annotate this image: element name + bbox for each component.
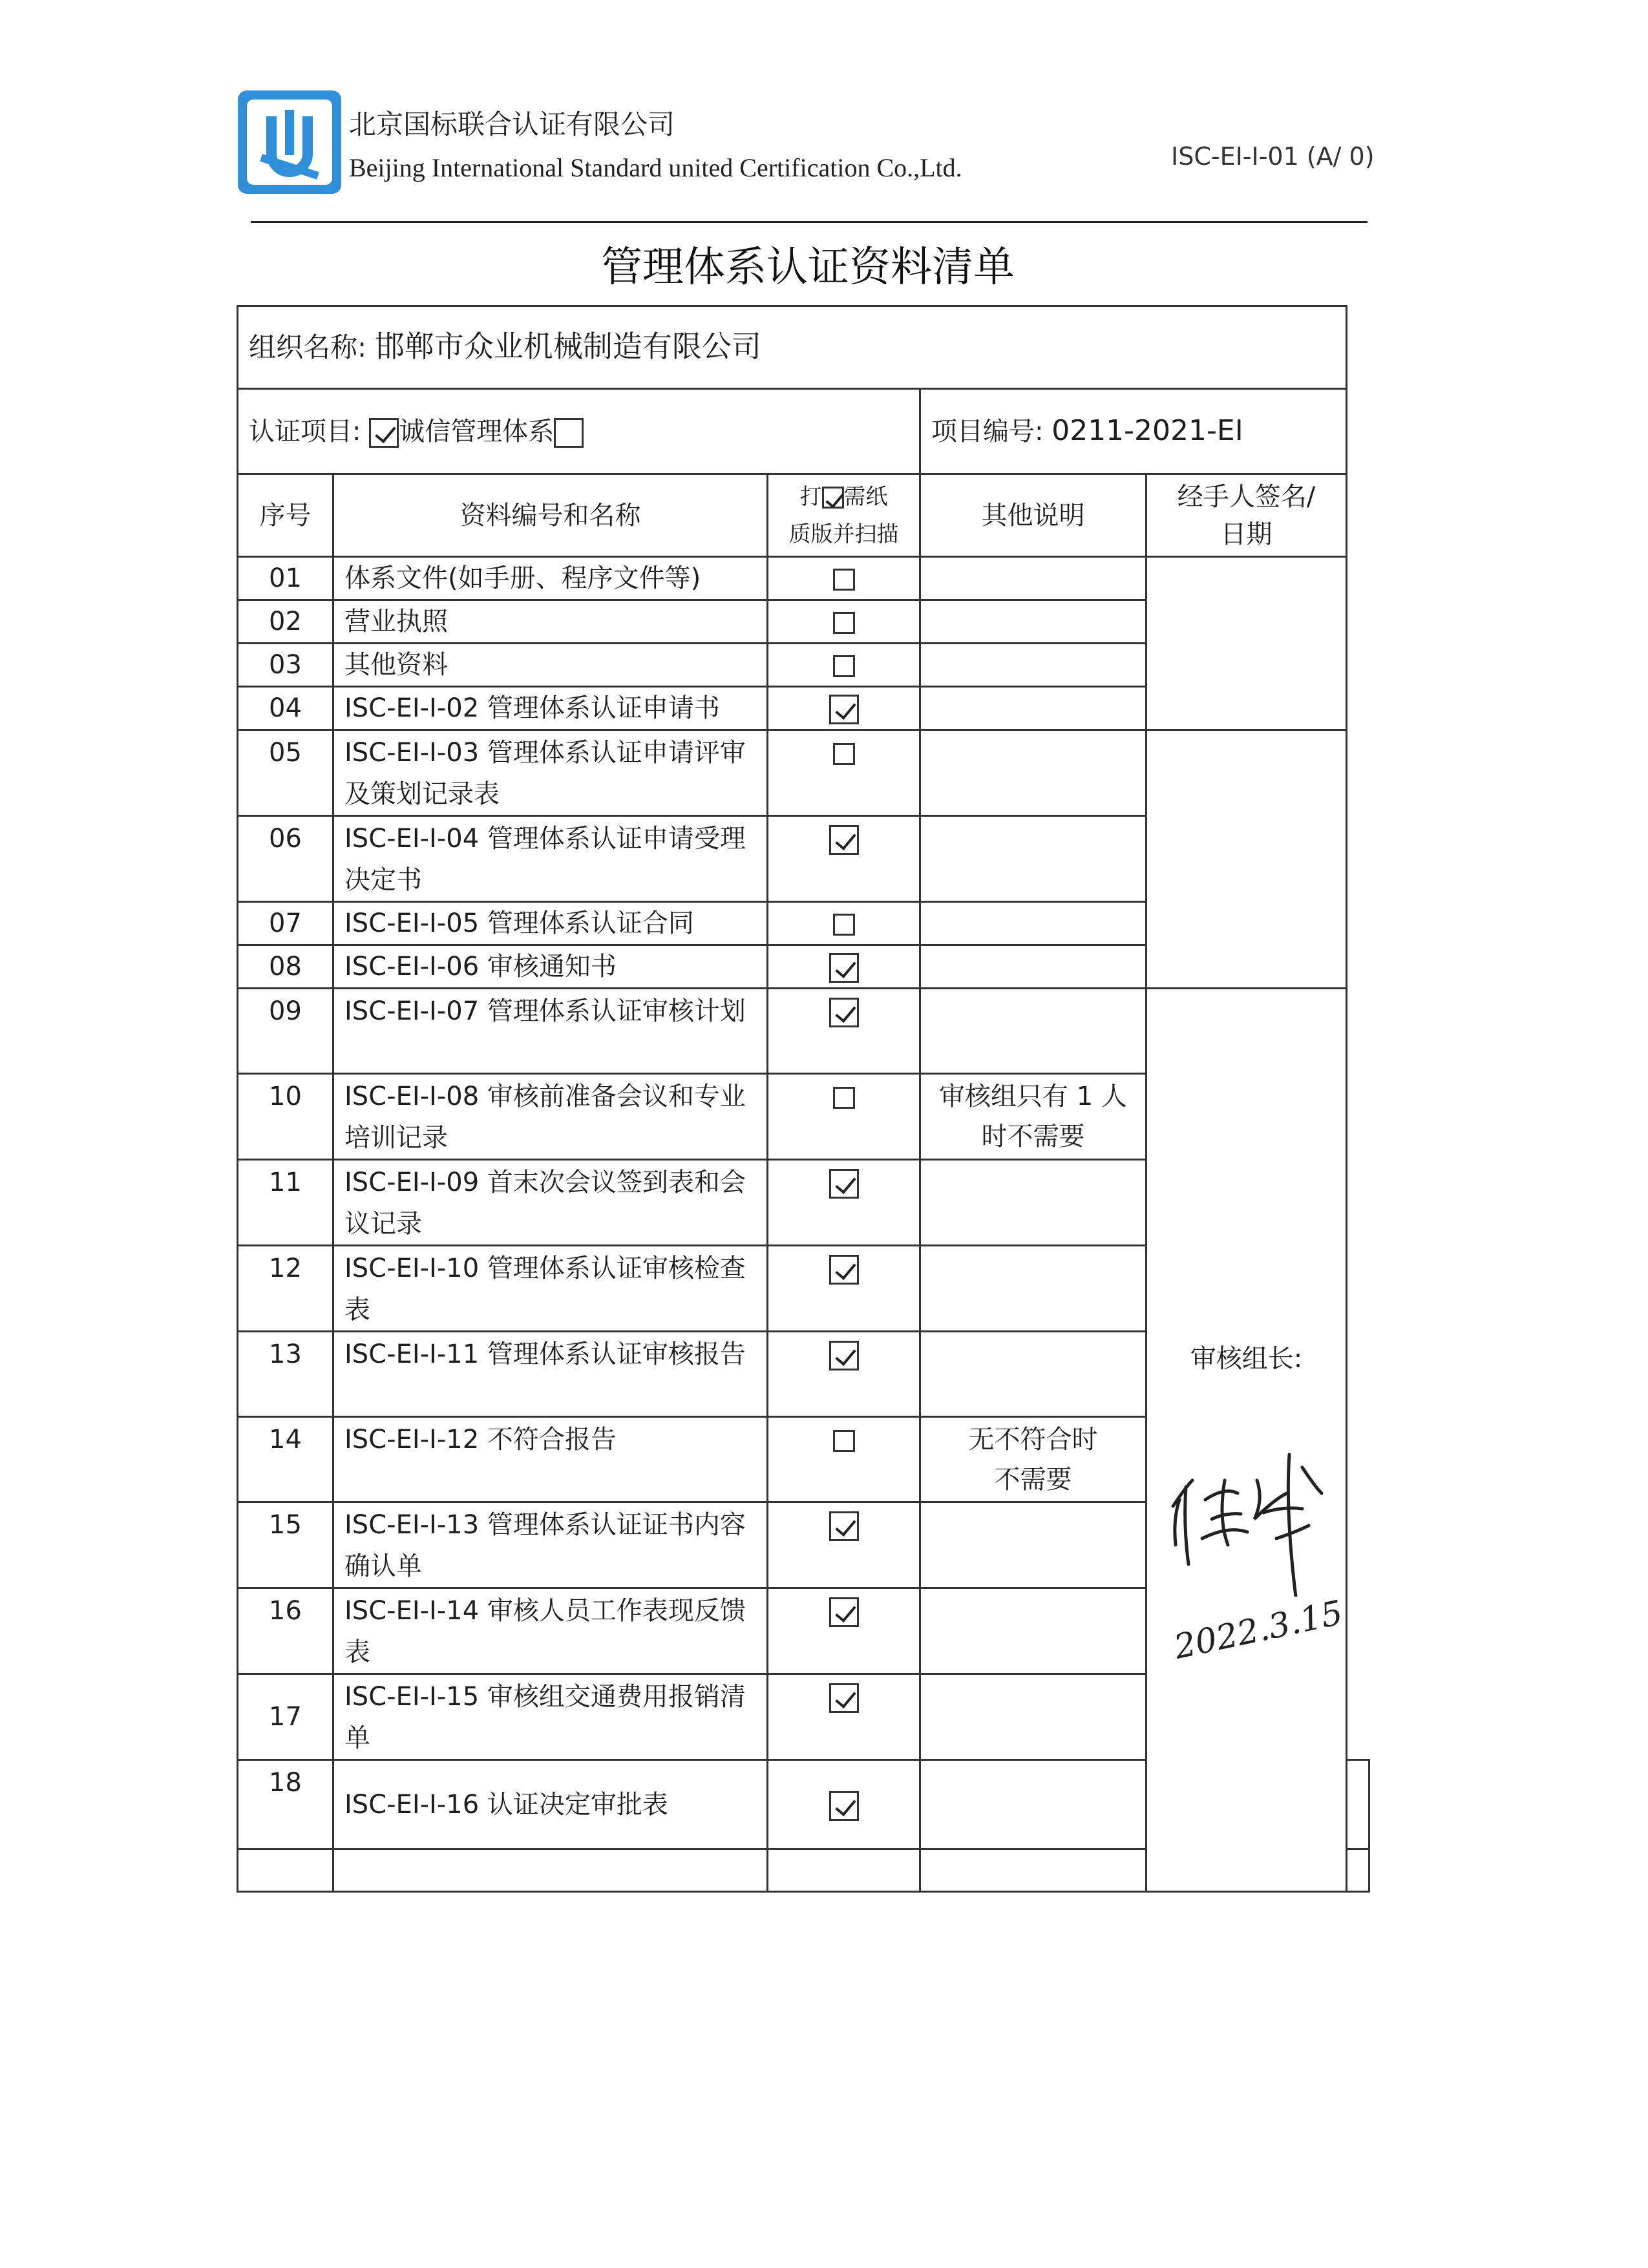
row-note <box>920 600 1146 644</box>
row-checkbox[interactable] <box>833 1087 855 1109</box>
row-note <box>920 1160 1146 1246</box>
leader-label: 审核组长: <box>1190 1344 1303 1374</box>
row-checkbox[interactable] <box>829 1341 859 1370</box>
row-note <box>920 1674 1146 1760</box>
row-note <box>920 644 1146 687</box>
row-no: 11 <box>238 1160 333 1246</box>
row-no: 07 <box>238 902 333 945</box>
project-option2-checkbox[interactable] <box>554 418 584 448</box>
table-row <box>238 730 1369 816</box>
row-note <box>920 1246 1146 1332</box>
company-name-cn: 北京国标联合认证有限公司 <box>349 109 675 140</box>
row-no: 03 <box>238 644 333 687</box>
row-checkbox[interactable] <box>829 998 859 1027</box>
row-no: 12 <box>238 1246 333 1332</box>
row-checkbox[interactable] <box>829 953 859 983</box>
row-name: ISC-EI-I-03 管理体系认证申请评审及策划记录表 <box>333 730 768 816</box>
row-no: 17 <box>238 1674 333 1760</box>
row-note <box>920 945 1146 989</box>
col-check <box>768 474 920 557</box>
project-number-label: 项目编号: <box>931 417 1044 446</box>
table-row <box>238 557 1369 600</box>
row-no: 05 <box>238 730 333 816</box>
org-name: 邯郸市众业机械制造有限公司 <box>374 329 761 364</box>
project-option1-checkbox[interactable] <box>369 418 399 448</box>
handwritten-signature <box>1160 1442 1347 1597</box>
col-check-icon <box>822 487 844 509</box>
row-name: ISC-EI-I-16 认证决定审批表 <box>333 1760 768 1849</box>
col-sign <box>1146 474 1347 557</box>
project-option1-label: 诚信管理体系 <box>399 416 555 446</box>
row-name: ISC-EI-I-06 审核通知书 <box>333 945 768 989</box>
company-logo <box>238 90 341 194</box>
row-name: ISC-EI-I-02 管理体系认证申请书 <box>333 687 768 730</box>
col-name: 资料编号和名称 <box>333 474 768 557</box>
company-name-en: Beijing International Standard united Certification Co.,Ltd. <box>349 153 962 182</box>
row-no: 02 <box>238 600 333 644</box>
row-note <box>920 1502 1146 1588</box>
row-name: ISC-EI-I-11 管理体系认证审核报告 <box>333 1332 768 1417</box>
row-checkbox[interactable] <box>833 569 855 591</box>
col-check-a: 打 <box>799 483 822 510</box>
row-note <box>920 687 1146 730</box>
column-header-row <box>238 474 1369 557</box>
project-label: 认证项目: <box>249 416 361 446</box>
signoff-date: 2022.3.15 <box>1170 1593 1347 1667</box>
row-no: 01 <box>238 557 333 600</box>
row-checkbox[interactable] <box>833 655 855 677</box>
row-checkbox[interactable] <box>829 1791 859 1821</box>
document-title: 管理体系认证资料清单 <box>601 244 1015 291</box>
row-name: ISC-EI-I-05 管理体系认证合同 <box>333 902 768 945</box>
row-no: 04 <box>238 687 333 730</box>
row-name: ISC-EI-I-08 审核前准备会议和专业培训记录 <box>333 1074 768 1160</box>
project-number-cell <box>920 389 1347 474</box>
row-note <box>920 557 1146 600</box>
row-name: ISC-EI-I-15 审核组交通费用报销清单 <box>333 1674 768 1760</box>
org-label: 组织名称: <box>249 331 367 363</box>
row-checkbox[interactable] <box>829 1169 859 1199</box>
project-cell <box>238 389 920 474</box>
row-checkbox[interactable] <box>829 1597 859 1627</box>
org-row <box>238 306 1369 389</box>
row-no: 09 <box>238 989 333 1074</box>
row-name: ISC-EI-I-09 首末次会议签到表和会议记录 <box>333 1160 768 1246</box>
row-note <box>920 816 1146 902</box>
col-check-b: 需纸 <box>843 483 888 510</box>
row-note <box>920 902 1146 945</box>
row-no: 16 <box>238 1588 333 1674</box>
row-name: ISC-EI-I-04 管理体系认证申请受理决定书 <box>333 816 768 902</box>
row-checkbox[interactable] <box>829 1683 859 1713</box>
row-name: 其他资料 <box>333 644 768 687</box>
org-cell <box>238 306 1347 389</box>
header-divider <box>251 221 1368 223</box>
row-checkbox[interactable] <box>829 825 859 855</box>
checklist-table <box>237 305 1370 1893</box>
row-no: 10 <box>238 1074 333 1160</box>
row-note <box>920 1332 1146 1417</box>
row-name: ISC-EI-I-12 不符合报告 <box>333 1417 768 1502</box>
table-row <box>238 989 1369 1074</box>
project-row <box>238 389 1369 474</box>
row-checkbox[interactable] <box>833 1430 855 1452</box>
col-note: 其他说明 <box>920 474 1146 557</box>
row-note <box>920 730 1146 816</box>
row-checkbox[interactable] <box>833 743 855 765</box>
row-no: 13 <box>238 1332 333 1417</box>
sign-cell-2 <box>1146 730 1347 989</box>
row-note: 无不符合时不需要 <box>920 1417 1146 1502</box>
col-sign-b: 日期 <box>1220 519 1273 549</box>
row-no: 08 <box>238 945 333 989</box>
row-checkbox[interactable] <box>833 612 855 634</box>
row-checkbox[interactable] <box>829 1255 859 1285</box>
row-name: ISC-EI-I-13 管理体系认证证书内容确认单 <box>333 1502 768 1588</box>
row-no: 18 <box>238 1760 333 1849</box>
row-note <box>920 989 1146 1074</box>
project-number: 0211-2021-EI <box>1051 414 1243 447</box>
row-no: 14 <box>238 1417 333 1502</box>
sign-cell-3 <box>1146 989 1347 1892</box>
col-sign-a: 经手人签名/ <box>1177 481 1316 512</box>
row-name: ISC-EI-I-10 管理体系认证审核检查表 <box>333 1246 768 1332</box>
col-check-c: 质版并扫描 <box>788 521 899 547</box>
sign-cell-1 <box>1146 557 1347 730</box>
col-seq: 序号 <box>238 474 333 557</box>
row-no: 06 <box>238 816 333 902</box>
document-code: ISC-EI-I-01 (A/ 0) <box>1171 142 1375 171</box>
row-note <box>920 1588 1146 1674</box>
row-no: 15 <box>238 1502 333 1588</box>
row-checkbox[interactable] <box>829 1511 859 1541</box>
row-note <box>920 1760 1146 1849</box>
signoff-area <box>1147 989 1346 1753</box>
row-name: ISC-EI-I-07 管理体系认证审核计划 <box>333 989 768 1074</box>
row-name: ISC-EI-I-14 审核人员工作表现反馈表 <box>333 1588 768 1674</box>
row-name: 营业执照 <box>333 600 768 644</box>
sign-cell-4 <box>1347 1760 1369 1849</box>
row-checkbox[interactable] <box>833 914 855 936</box>
row-checkbox[interactable] <box>829 695 859 724</box>
row-note: 审核组只有 1 人时不需要 <box>920 1074 1146 1160</box>
row-name: 体系文件(如手册、程序文件等) <box>333 557 768 600</box>
